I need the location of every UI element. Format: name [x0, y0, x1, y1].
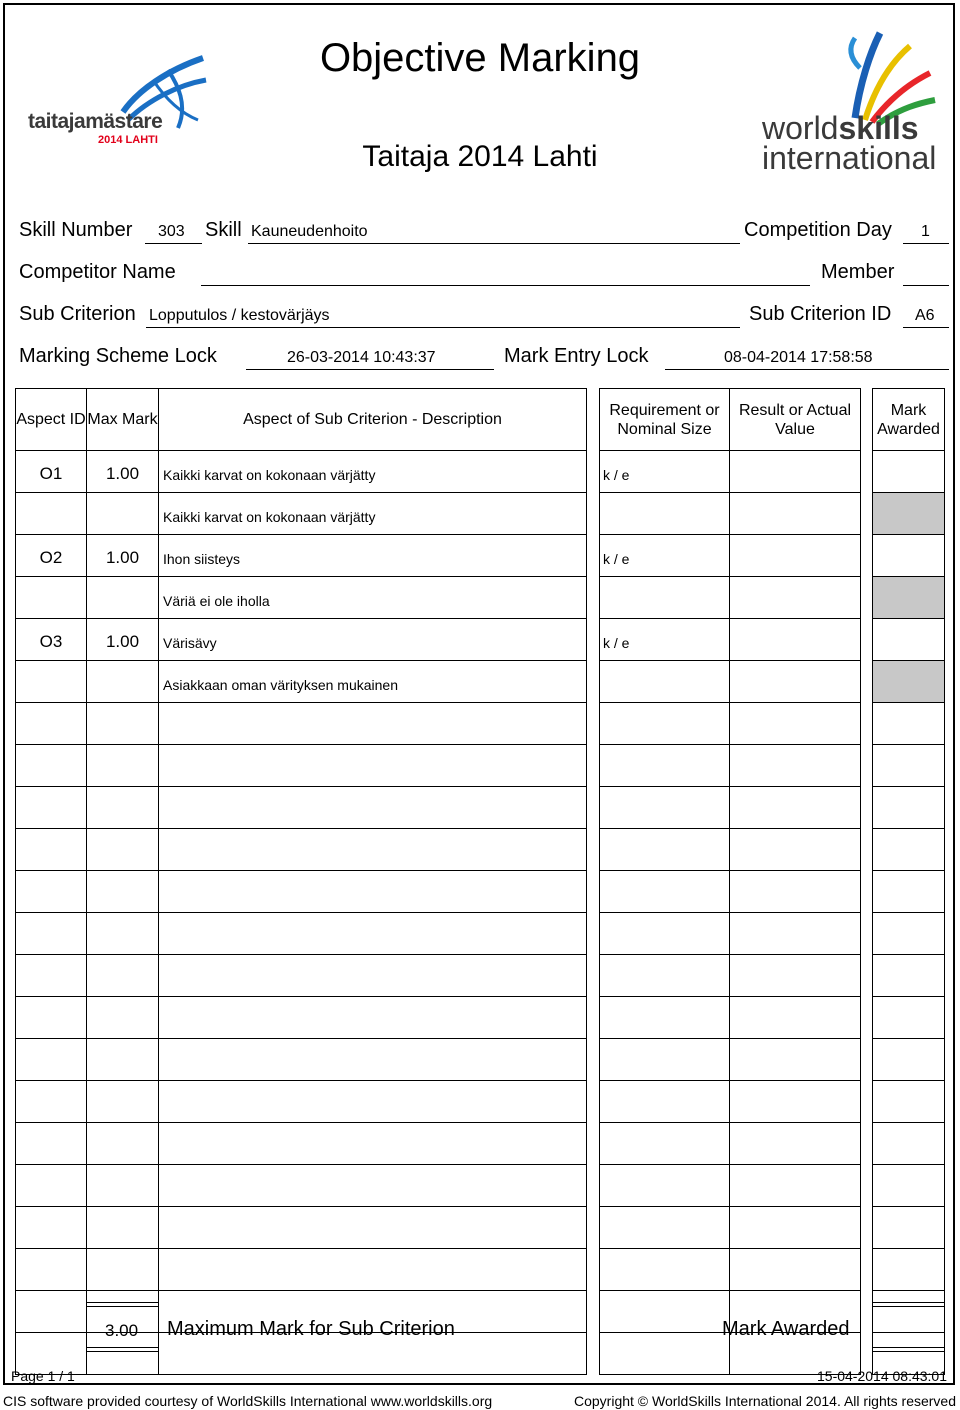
mark-awarded-cell[interactable] [872, 744, 945, 787]
competition-day-value: 1 [921, 223, 930, 240]
aspect-id-cell [15, 618, 87, 661]
competitor-name-label: Competitor Name [19, 261, 176, 283]
skill-number-value: 303 [158, 223, 185, 240]
aspect-id-cell [15, 492, 87, 535]
mark-awarded-cell[interactable] [872, 1248, 945, 1291]
skill-value: Kauneudenhoito [251, 223, 368, 240]
requirement-cell [599, 954, 730, 997]
mark-awarded-cell[interactable] [872, 828, 945, 871]
mark-awarded-cell[interactable] [872, 660, 945, 703]
description-cell [158, 1080, 587, 1123]
description-cell [158, 534, 587, 577]
requirement-cell [599, 1164, 730, 1207]
mark-awarded-cell[interactable] [872, 1164, 945, 1207]
aspect-id-cell [15, 744, 87, 787]
sub-criterion-id-value: A6 [915, 307, 935, 324]
max-mark-cell [86, 870, 159, 913]
result-cell[interactable] [729, 450, 861, 493]
result-cell[interactable] [729, 1164, 861, 1207]
result-cell[interactable] [729, 534, 861, 577]
max-mark-cell [86, 1164, 159, 1207]
result-cell[interactable] [729, 1038, 861, 1081]
competition-day-label: Competition Day [744, 219, 892, 241]
skill-label: Skill [205, 219, 242, 241]
max-mark-cell [86, 660, 159, 703]
taitaja-logo-text: taitajamästare [28, 110, 163, 133]
requirement-cell [599, 660, 730, 703]
header-aspect-id: Aspect ID [15, 388, 87, 451]
mark-awarded-cell[interactable] [872, 786, 945, 829]
requirement-cell [599, 492, 730, 535]
max-mark-cell [86, 954, 159, 997]
requirement-cell [599, 1122, 730, 1165]
description-cell-text: Kaikki karvat on kokonaan värjätty [163, 467, 376, 483]
max-mark-cell [86, 492, 159, 535]
requirement-cell [599, 1080, 730, 1123]
max-mark-cell-text: 1.00 [105, 464, 140, 483]
aspect-id-cell-text: O1 [39, 464, 63, 483]
requirement-cell [599, 576, 730, 619]
description-cell [158, 912, 587, 955]
mark-awarded-cell[interactable] [872, 534, 945, 577]
aspect-id-cell [15, 1122, 87, 1165]
description-cell [158, 492, 587, 535]
max-mark-cell [86, 912, 159, 955]
description-cell [158, 618, 587, 661]
mark-entry-lock-value: 08-04-2014 17:58:58 [724, 349, 873, 366]
requirement-cell [599, 1038, 730, 1081]
result-cell[interactable] [729, 1122, 861, 1165]
aspect-id-cell [15, 870, 87, 913]
result-cell[interactable] [729, 870, 861, 913]
requirement-cell [599, 744, 730, 787]
mark-awarded-total-field[interactable] [876, 1318, 942, 1342]
print-timestamp: 15-04-2014 08:43:01 [817, 1368, 947, 1384]
mark-awarded-cell[interactable] [872, 702, 945, 745]
requirement-cell [599, 828, 730, 871]
aspect-id-cell [15, 702, 87, 745]
result-cell[interactable] [729, 912, 861, 955]
description-cell [158, 744, 587, 787]
description-cell [158, 996, 587, 1039]
requirement-cell [599, 702, 730, 745]
requirement-cell-text: k / e [603, 635, 630, 651]
aspect-id-cell [15, 1206, 87, 1249]
aspect-id-cell [15, 576, 87, 619]
worldskills-logo-line2: international [762, 140, 937, 176]
aspect-id-cell [15, 450, 87, 493]
aspect-id-cell [15, 1164, 87, 1207]
description-cell-text: Väriä ei ole iholla [163, 593, 270, 609]
max-mark-cell [86, 702, 159, 745]
max-mark-cell [86, 1080, 159, 1123]
sub-criterion-id-label: Sub Criterion ID [749, 303, 892, 325]
mark-awarded-cell[interactable] [872, 912, 945, 955]
page-subtitle: Taitaja 2014 Lahti [362, 140, 598, 173]
aspect-id-cell [15, 912, 87, 955]
aspect-id-cell [15, 786, 87, 829]
result-cell[interactable] [729, 786, 861, 829]
max-mark-cell [86, 786, 159, 829]
description-cell [158, 450, 587, 493]
max-mark-cell [86, 534, 159, 577]
skill-number-label: Skill Number [19, 219, 133, 241]
page-number: Page 1 / 1 [11, 1368, 75, 1384]
result-cell[interactable] [729, 996, 861, 1039]
header-requirement: Requirement or Nominal Size [599, 388, 730, 451]
max-total-value: 3.00 [105, 1321, 139, 1340]
max-mark-cell [86, 744, 159, 787]
description-cell-text: Kaikki karvat on kokonaan värjätty [163, 509, 376, 525]
description-cell [158, 576, 587, 619]
mark-awarded-cell[interactable] [872, 1206, 945, 1249]
result-cell[interactable] [729, 828, 861, 871]
mark-awarded-cell[interactable] [872, 492, 945, 535]
result-cell[interactable] [729, 702, 861, 745]
result-cell[interactable] [729, 1248, 861, 1291]
requirement-cell [599, 912, 730, 955]
aspect-id-cell [15, 1080, 87, 1123]
max-mark-cell-text: 1.00 [105, 548, 140, 567]
result-cell[interactable] [729, 1080, 861, 1123]
mark-entry-lock-label: Mark Entry Lock [504, 345, 649, 367]
mark-awarded-cell[interactable] [872, 1080, 945, 1123]
aspect-id-cell [15, 954, 87, 997]
member-label: Member [821, 261, 895, 283]
marking-scheme-lock-label: Marking Scheme Lock [19, 345, 217, 367]
description-cell [158, 1164, 587, 1207]
marking-scheme-lock-value: 26-03-2014 10:43:37 [287, 349, 436, 366]
aspect-id-cell [15, 996, 87, 1039]
header-result: Result or Actual Value [729, 388, 861, 451]
mark-awarded-total-label: Mark Awarded [722, 1318, 850, 1340]
footer-credit: CIS software provided courtesy of WorldSkills International www.worldskills.org [3, 1393, 493, 1409]
requirement-cell [599, 786, 730, 829]
requirement-cell [599, 870, 730, 913]
sub-criterion-label: Sub Criterion [19, 303, 136, 325]
result-cell[interactable] [729, 1206, 861, 1249]
description-cell [158, 828, 587, 871]
mark-awarded-cell[interactable] [872, 450, 945, 493]
header-max-mark: Max Mark [86, 388, 159, 451]
taitaja-logo-year: 2014 LAHTI [98, 134, 158, 146]
footer-copyright: Copyright © WorldSkills International 2014. All rights reserved [573, 1393, 956, 1409]
description-cell [158, 954, 587, 997]
max-mark-cell [86, 1122, 159, 1165]
description-cell [158, 870, 587, 913]
max-mark-cell [86, 1038, 159, 1081]
requirement-cell [599, 450, 730, 493]
mark-awarded-cell[interactable] [872, 1122, 945, 1165]
aspect-id-cell [15, 1038, 87, 1081]
requirement-cell [599, 996, 730, 1039]
max-mark-cell [86, 1206, 159, 1249]
description-cell [158, 1206, 587, 1249]
requirement-cell [599, 1290, 730, 1333]
description-cell [158, 1248, 587, 1291]
requirement-cell [599, 1248, 730, 1291]
requirement-cell-text: k / e [603, 551, 630, 567]
result-cell[interactable] [729, 744, 861, 787]
result-cell[interactable] [729, 576, 861, 619]
mark-awarded-cell[interactable] [872, 618, 945, 661]
mark-awarded-cell[interactable] [872, 576, 945, 619]
worldskills-logo-line1: worldskills [762, 110, 919, 146]
aspect-id-cell-text: O3 [39, 632, 63, 651]
max-mark-cell [86, 828, 159, 871]
aspect-id-cell [15, 828, 87, 871]
max-total-label: Maximum Mark for Sub Criterion [167, 1318, 455, 1340]
header-mark-awarded: Mark Awarded [872, 388, 945, 451]
description-cell [158, 1038, 587, 1081]
aspect-id-cell [15, 660, 87, 703]
max-mark-cell-text: 1.00 [105, 632, 140, 651]
result-cell[interactable] [729, 618, 861, 661]
result-cell[interactable] [729, 492, 861, 535]
requirement-cell [599, 534, 730, 577]
aspect-id-cell [15, 1290, 87, 1333]
max-mark-cell [86, 1248, 159, 1291]
aspect-id-cell [15, 534, 87, 577]
requirement-cell-text: k / e [603, 467, 630, 483]
result-cell[interactable] [729, 660, 861, 703]
description-cell-text: Ihon siisteys [163, 551, 241, 567]
max-mark-cell [86, 618, 159, 661]
page-title: Objective Marking [319, 36, 641, 80]
max-mark-cell [86, 450, 159, 493]
max-mark-cell [86, 996, 159, 1039]
description-cell [158, 1122, 587, 1165]
aspect-id-cell-text: O2 [39, 548, 63, 567]
requirement-cell [599, 1332, 730, 1375]
mark-awarded-cell[interactable] [872, 1038, 945, 1081]
description-cell [158, 660, 587, 703]
mark-awarded-cell[interactable] [872, 870, 945, 913]
requirement-cell [599, 1206, 730, 1249]
sub-criterion-value: Lopputulos / kestovärjäys [149, 307, 330, 324]
aspect-id-cell [15, 1248, 87, 1291]
mark-awarded-cell[interactable] [872, 996, 945, 1039]
description-cell [158, 702, 587, 745]
requirement-cell [599, 618, 730, 661]
mark-awarded-cell[interactable] [872, 954, 945, 997]
description-cell [158, 786, 587, 829]
description-cell-text: Asiakkaan oman värityksen mukainen [163, 677, 399, 693]
max-mark-cell [86, 576, 159, 619]
description-cell-text: Värisävy [163, 635, 217, 651]
result-cell[interactable] [729, 954, 861, 997]
header-description: Aspect of Sub Criterion - Description [158, 388, 587, 451]
